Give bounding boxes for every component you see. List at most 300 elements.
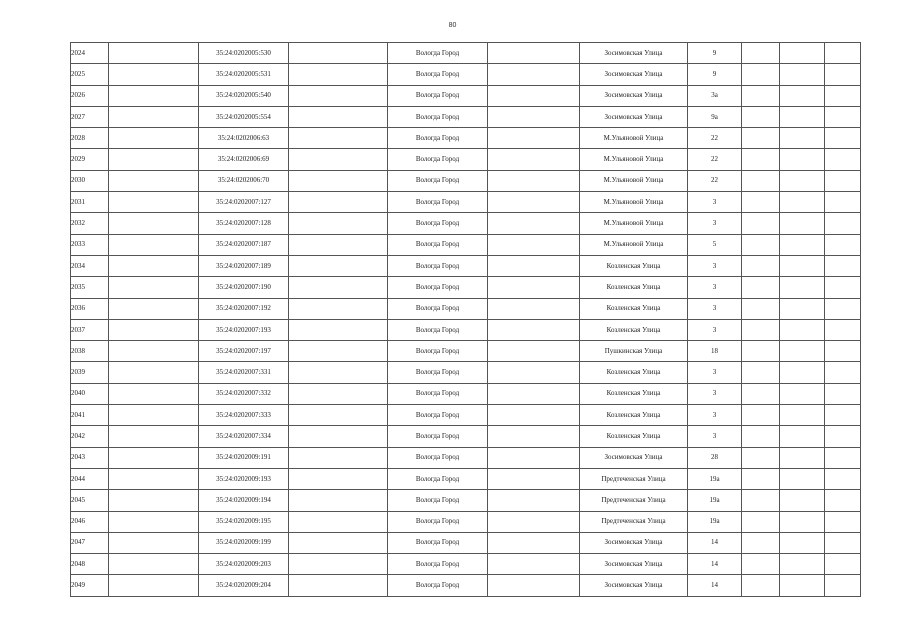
empty-cell (825, 341, 861, 362)
empty-cell (780, 468, 825, 489)
empty-cell (109, 554, 199, 575)
empty-cell (742, 405, 780, 426)
cadastral-number-cell: 35:24:0202007:189 (199, 255, 289, 276)
house-number-cell: 3 (688, 277, 742, 298)
empty-cell (780, 575, 825, 597)
city-cell: Вологда Город (388, 426, 488, 447)
empty-cell (109, 362, 199, 383)
empty-cell (289, 575, 388, 597)
empty-cell (780, 362, 825, 383)
empty-cell (742, 490, 780, 511)
cadastral-number-cell: 35:24:0202007:197 (199, 341, 289, 362)
house-number-cell: 3а (688, 85, 742, 106)
cadastral-number-cell: 35:24:0202005:530 (199, 43, 289, 64)
cadastral-number-cell: 35:24:0202009:195 (199, 511, 289, 532)
empty-cell (825, 362, 861, 383)
row-number-cell: 2032 (71, 213, 109, 234)
row-number-cell: 2049 (71, 575, 109, 597)
house-number-cell: 14 (688, 532, 742, 553)
empty-cell (742, 468, 780, 489)
table-row (71, 426, 861, 447)
empty-cell (488, 511, 580, 532)
empty-cell (488, 128, 580, 149)
empty-cell (825, 383, 861, 404)
row-number-cell: 2046 (71, 511, 109, 532)
table-row (71, 298, 861, 319)
empty-cell (825, 170, 861, 191)
cadastral-number-cell: 35:24:0202007:187 (199, 234, 289, 255)
empty-cell (742, 319, 780, 340)
house-number-cell: 14 (688, 575, 742, 597)
city-cell: Вологда Город (388, 170, 488, 191)
table-row (71, 85, 861, 106)
empty-cell (825, 405, 861, 426)
empty-cell (488, 43, 580, 64)
empty-cell (289, 192, 388, 213)
empty-cell (742, 192, 780, 213)
empty-cell (742, 383, 780, 404)
city-cell: Вологда Город (388, 405, 488, 426)
row-number-cell: 2026 (71, 85, 109, 106)
empty-cell (742, 447, 780, 468)
city-cell: Вологда Город (388, 192, 488, 213)
house-number-cell: 3 (688, 383, 742, 404)
table-row (71, 383, 861, 404)
empty-cell (109, 149, 199, 170)
empty-cell (488, 532, 580, 553)
empty-cell (825, 277, 861, 298)
street-cell: Предтеченская Улица (580, 511, 688, 532)
empty-cell (289, 362, 388, 383)
cadastral-number-cell: 35:24:0202009:199 (199, 532, 289, 553)
empty-cell (109, 319, 199, 340)
house-number-cell: 22 (688, 149, 742, 170)
row-number-cell: 2048 (71, 554, 109, 575)
empty-cell (825, 213, 861, 234)
empty-cell (742, 511, 780, 532)
empty-cell (488, 426, 580, 447)
empty-cell (780, 170, 825, 191)
cadastral-number-cell: 35:24:0202007:332 (199, 383, 289, 404)
row-number-cell: 2035 (71, 277, 109, 298)
empty-cell (488, 213, 580, 234)
empty-cell (742, 234, 780, 255)
cadastral-number-cell: 35:24:0202009:194 (199, 490, 289, 511)
empty-cell (780, 405, 825, 426)
empty-cell (780, 554, 825, 575)
empty-cell (289, 426, 388, 447)
empty-cell (109, 383, 199, 404)
house-number-cell: 3 (688, 192, 742, 213)
empty-cell (488, 341, 580, 362)
house-number-cell: 3 (688, 213, 742, 234)
city-cell: Вологда Город (388, 277, 488, 298)
row-number-cell: 2036 (71, 298, 109, 319)
cadastral-number-cell: 35:24:0202005:531 (199, 64, 289, 85)
empty-cell (825, 64, 861, 85)
empty-cell (825, 106, 861, 127)
cadastral-number-cell: 35:24:0202007:331 (199, 362, 289, 383)
cadastral-number-cell: 35:24:0202007:193 (199, 319, 289, 340)
empty-cell (488, 468, 580, 489)
empty-cell (109, 575, 199, 597)
empty-cell (742, 341, 780, 362)
house-number-cell: 19а (688, 511, 742, 532)
city-cell: Вологда Город (388, 43, 488, 64)
table-row (71, 192, 861, 213)
table-row (71, 362, 861, 383)
empty-cell (488, 106, 580, 127)
row-number-cell: 2037 (71, 319, 109, 340)
table-row (71, 468, 861, 489)
table-row (71, 319, 861, 340)
street-cell: Козленская Улица (580, 405, 688, 426)
empty-cell (289, 85, 388, 106)
empty-cell (780, 447, 825, 468)
empty-cell (825, 532, 861, 553)
table-row (71, 43, 861, 64)
row-number-cell: 2039 (71, 362, 109, 383)
empty-cell (289, 554, 388, 575)
empty-cell (488, 192, 580, 213)
empty-cell (825, 554, 861, 575)
empty-cell (109, 64, 199, 85)
empty-cell (780, 383, 825, 404)
row-number-cell: 2024 (71, 43, 109, 64)
city-cell: Вологда Город (388, 319, 488, 340)
street-cell: Козленская Улица (580, 319, 688, 340)
cadastral-number-cell: 35:24:0202005:554 (199, 106, 289, 127)
empty-cell (109, 192, 199, 213)
house-number-cell: 19а (688, 490, 742, 511)
empty-cell (780, 426, 825, 447)
house-number-cell: 3 (688, 298, 742, 319)
table-row (71, 213, 861, 234)
empty-cell (780, 341, 825, 362)
empty-cell (289, 511, 388, 532)
house-number-cell: 9а (688, 106, 742, 127)
empty-cell (109, 277, 199, 298)
empty-cell (109, 170, 199, 191)
city-cell: Вологда Город (388, 511, 488, 532)
empty-cell (109, 128, 199, 149)
empty-cell (289, 106, 388, 127)
street-cell: М.Ульяновой Улица (580, 128, 688, 149)
empty-cell (109, 213, 199, 234)
table-row (71, 575, 861, 597)
empty-cell (488, 170, 580, 191)
empty-cell (825, 43, 861, 64)
row-number-cell: 2029 (71, 149, 109, 170)
house-number-cell: 18 (688, 341, 742, 362)
empty-cell (488, 447, 580, 468)
empty-cell (825, 426, 861, 447)
city-cell: Вологда Город (388, 234, 488, 255)
empty-cell (825, 511, 861, 532)
house-number-cell: 3 (688, 319, 742, 340)
empty-cell (289, 383, 388, 404)
empty-cell (780, 277, 825, 298)
empty-cell (289, 149, 388, 170)
empty-cell (825, 192, 861, 213)
cadastral-number-cell: 35:24:0202005:540 (199, 85, 289, 106)
street-cell: Козленская Улица (580, 362, 688, 383)
empty-cell (289, 128, 388, 149)
city-cell: Вологда Город (388, 85, 488, 106)
street-cell: Козленская Улица (580, 255, 688, 276)
empty-cell (109, 447, 199, 468)
empty-cell (488, 149, 580, 170)
street-cell: Козленская Улица (580, 298, 688, 319)
empty-cell (780, 192, 825, 213)
empty-cell (289, 170, 388, 191)
street-cell: Зосимовская Улица (580, 43, 688, 64)
empty-cell (742, 255, 780, 276)
empty-cell (488, 575, 580, 597)
cadastral-number-cell: 35:24:0202009:193 (199, 468, 289, 489)
empty-cell (289, 298, 388, 319)
empty-cell (488, 298, 580, 319)
table-row (71, 255, 861, 276)
street-cell: Козленская Улица (580, 426, 688, 447)
empty-cell (825, 490, 861, 511)
table-row (71, 447, 861, 468)
row-number-cell: 2034 (71, 255, 109, 276)
empty-cell (488, 64, 580, 85)
street-cell: Зосимовская Улица (580, 554, 688, 575)
house-number-cell: 9 (688, 64, 742, 85)
house-number-cell: 28 (688, 447, 742, 468)
empty-cell (742, 85, 780, 106)
street-cell: Зосимовская Улица (580, 64, 688, 85)
empty-cell (289, 447, 388, 468)
street-cell: Предтеченская Улица (580, 468, 688, 489)
street-cell: М.Ульяновой Улица (580, 213, 688, 234)
empty-cell (289, 43, 388, 64)
table-row (71, 532, 861, 553)
street-cell: М.Ульяновой Улица (580, 192, 688, 213)
empty-cell (488, 234, 580, 255)
table-row (71, 511, 861, 532)
empty-cell (825, 468, 861, 489)
city-cell: Вологда Город (388, 490, 488, 511)
empty-cell (109, 341, 199, 362)
street-cell: Козленская Улица (580, 383, 688, 404)
city-cell: Вологда Город (388, 213, 488, 234)
empty-cell (742, 170, 780, 191)
empty-cell (742, 426, 780, 447)
empty-cell (488, 383, 580, 404)
cadastral-number-cell: 35:24:0202007:333 (199, 405, 289, 426)
empty-cell (780, 106, 825, 127)
registry-table (70, 42, 861, 597)
empty-cell (742, 575, 780, 597)
empty-cell (825, 149, 861, 170)
house-number-cell: 22 (688, 170, 742, 191)
empty-cell (109, 405, 199, 426)
table-row (71, 234, 861, 255)
table-row (71, 554, 861, 575)
empty-cell (289, 234, 388, 255)
empty-cell (109, 43, 199, 64)
table-body (71, 43, 861, 597)
empty-cell (488, 255, 580, 276)
house-number-cell: 3 (688, 255, 742, 276)
empty-cell (109, 106, 199, 127)
empty-cell (289, 490, 388, 511)
cadastral-number-cell: 35:24:0202007:334 (199, 426, 289, 447)
street-cell: М.Ульяновой Улица (580, 234, 688, 255)
house-number-cell: 9 (688, 43, 742, 64)
table-row (71, 277, 861, 298)
empty-cell (742, 149, 780, 170)
row-number-cell: 2031 (71, 192, 109, 213)
house-number-cell: 3 (688, 362, 742, 383)
empty-cell (109, 426, 199, 447)
table-row (71, 149, 861, 170)
empty-cell (488, 85, 580, 106)
cadastral-number-cell: 35:24:0202006:63 (199, 128, 289, 149)
street-cell: Пушкинская Улица (580, 341, 688, 362)
empty-cell (780, 43, 825, 64)
street-cell: М.Ульяновой Улица (580, 149, 688, 170)
empty-cell (109, 298, 199, 319)
empty-cell (289, 468, 388, 489)
empty-cell (742, 106, 780, 127)
empty-cell (780, 532, 825, 553)
empty-cell (289, 532, 388, 553)
cadastral-number-cell: 35:24:0202007:192 (199, 298, 289, 319)
empty-cell (780, 319, 825, 340)
empty-cell (825, 319, 861, 340)
city-cell: Вологда Город (388, 149, 488, 170)
house-number-cell: 14 (688, 554, 742, 575)
row-number-cell: 2027 (71, 106, 109, 127)
empty-cell (780, 149, 825, 170)
street-cell: Зосимовская Улица (580, 575, 688, 597)
page-number: 80 (448, 22, 457, 29)
empty-cell (780, 85, 825, 106)
row-number-cell: 2047 (71, 532, 109, 553)
empty-cell (488, 277, 580, 298)
house-number-cell: 3 (688, 405, 742, 426)
city-cell: Вологда Город (388, 255, 488, 276)
empty-cell (780, 213, 825, 234)
empty-cell (825, 255, 861, 276)
house-number-cell: 3 (688, 426, 742, 447)
empty-cell (780, 511, 825, 532)
row-number-cell: 2041 (71, 405, 109, 426)
street-cell: Предтеченская Улица (580, 490, 688, 511)
empty-cell (780, 298, 825, 319)
cadastral-number-cell: 35:24:0202009:191 (199, 447, 289, 468)
cadastral-number-cell: 35:24:0202007:128 (199, 213, 289, 234)
cadastral-number-cell: 35:24:0202007:127 (199, 192, 289, 213)
row-number-cell: 2045 (71, 490, 109, 511)
row-number-cell: 2042 (71, 426, 109, 447)
empty-cell (780, 128, 825, 149)
city-cell: Вологда Город (388, 554, 488, 575)
street-cell: Зосимовская Улица (580, 447, 688, 468)
row-number-cell: 2025 (71, 64, 109, 85)
row-number-cell: 2038 (71, 341, 109, 362)
house-number-cell: 22 (688, 128, 742, 149)
house-number-cell: 19а (688, 468, 742, 489)
empty-cell (742, 43, 780, 64)
empty-cell (825, 298, 861, 319)
street-cell: М.Ульяновой Улица (580, 170, 688, 191)
street-cell: Зосимовская Улица (580, 85, 688, 106)
empty-cell (742, 64, 780, 85)
empty-cell (109, 511, 199, 532)
city-cell: Вологда Город (388, 128, 488, 149)
house-number-cell: 5 (688, 234, 742, 255)
table-row (71, 405, 861, 426)
city-cell: Вологда Город (388, 383, 488, 404)
empty-cell (742, 554, 780, 575)
empty-cell (488, 319, 580, 340)
row-number-cell: 2040 (71, 383, 109, 404)
empty-cell (488, 405, 580, 426)
empty-cell (109, 255, 199, 276)
empty-cell (742, 128, 780, 149)
table-row (71, 490, 861, 511)
empty-cell (289, 255, 388, 276)
empty-cell (488, 554, 580, 575)
empty-cell (289, 213, 388, 234)
empty-cell (289, 277, 388, 298)
city-cell: Вологда Город (388, 341, 488, 362)
empty-cell (109, 490, 199, 511)
row-number-cell: 2043 (71, 447, 109, 468)
city-cell: Вологда Город (388, 447, 488, 468)
table-row (71, 128, 861, 149)
empty-cell (780, 490, 825, 511)
empty-cell (825, 234, 861, 255)
cadastral-number-cell: 35:24:0202007:190 (199, 277, 289, 298)
empty-cell (780, 234, 825, 255)
city-cell: Вологда Город (388, 362, 488, 383)
row-number-cell: 2030 (71, 170, 109, 191)
table-row (71, 64, 861, 85)
row-number-cell: 2028 (71, 128, 109, 149)
empty-cell (780, 255, 825, 276)
city-cell: Вологда Город (388, 468, 488, 489)
empty-cell (742, 213, 780, 234)
empty-cell (825, 575, 861, 597)
empty-cell (825, 447, 861, 468)
empty-cell (488, 362, 580, 383)
empty-cell (742, 362, 780, 383)
empty-cell (780, 64, 825, 85)
empty-cell (488, 490, 580, 511)
empty-cell (825, 128, 861, 149)
city-cell: Вологда Город (388, 532, 488, 553)
city-cell: Вологда Город (388, 575, 488, 597)
city-cell: Вологда Город (388, 64, 488, 85)
empty-cell (109, 468, 199, 489)
street-cell: Зосимовская Улица (580, 106, 688, 127)
empty-cell (109, 234, 199, 255)
cadastral-number-cell: 35:24:0202009:204 (199, 575, 289, 597)
cadastral-number-cell: 35:24:0202009:203 (199, 554, 289, 575)
cadastral-number-cell: 35:24:0202006:69 (199, 149, 289, 170)
street-cell: Зосимовская Улица (580, 532, 688, 553)
empty-cell (742, 277, 780, 298)
row-number-cell: 2033 (71, 234, 109, 255)
row-number-cell: 2044 (71, 468, 109, 489)
city-cell: Вологда Город (388, 298, 488, 319)
